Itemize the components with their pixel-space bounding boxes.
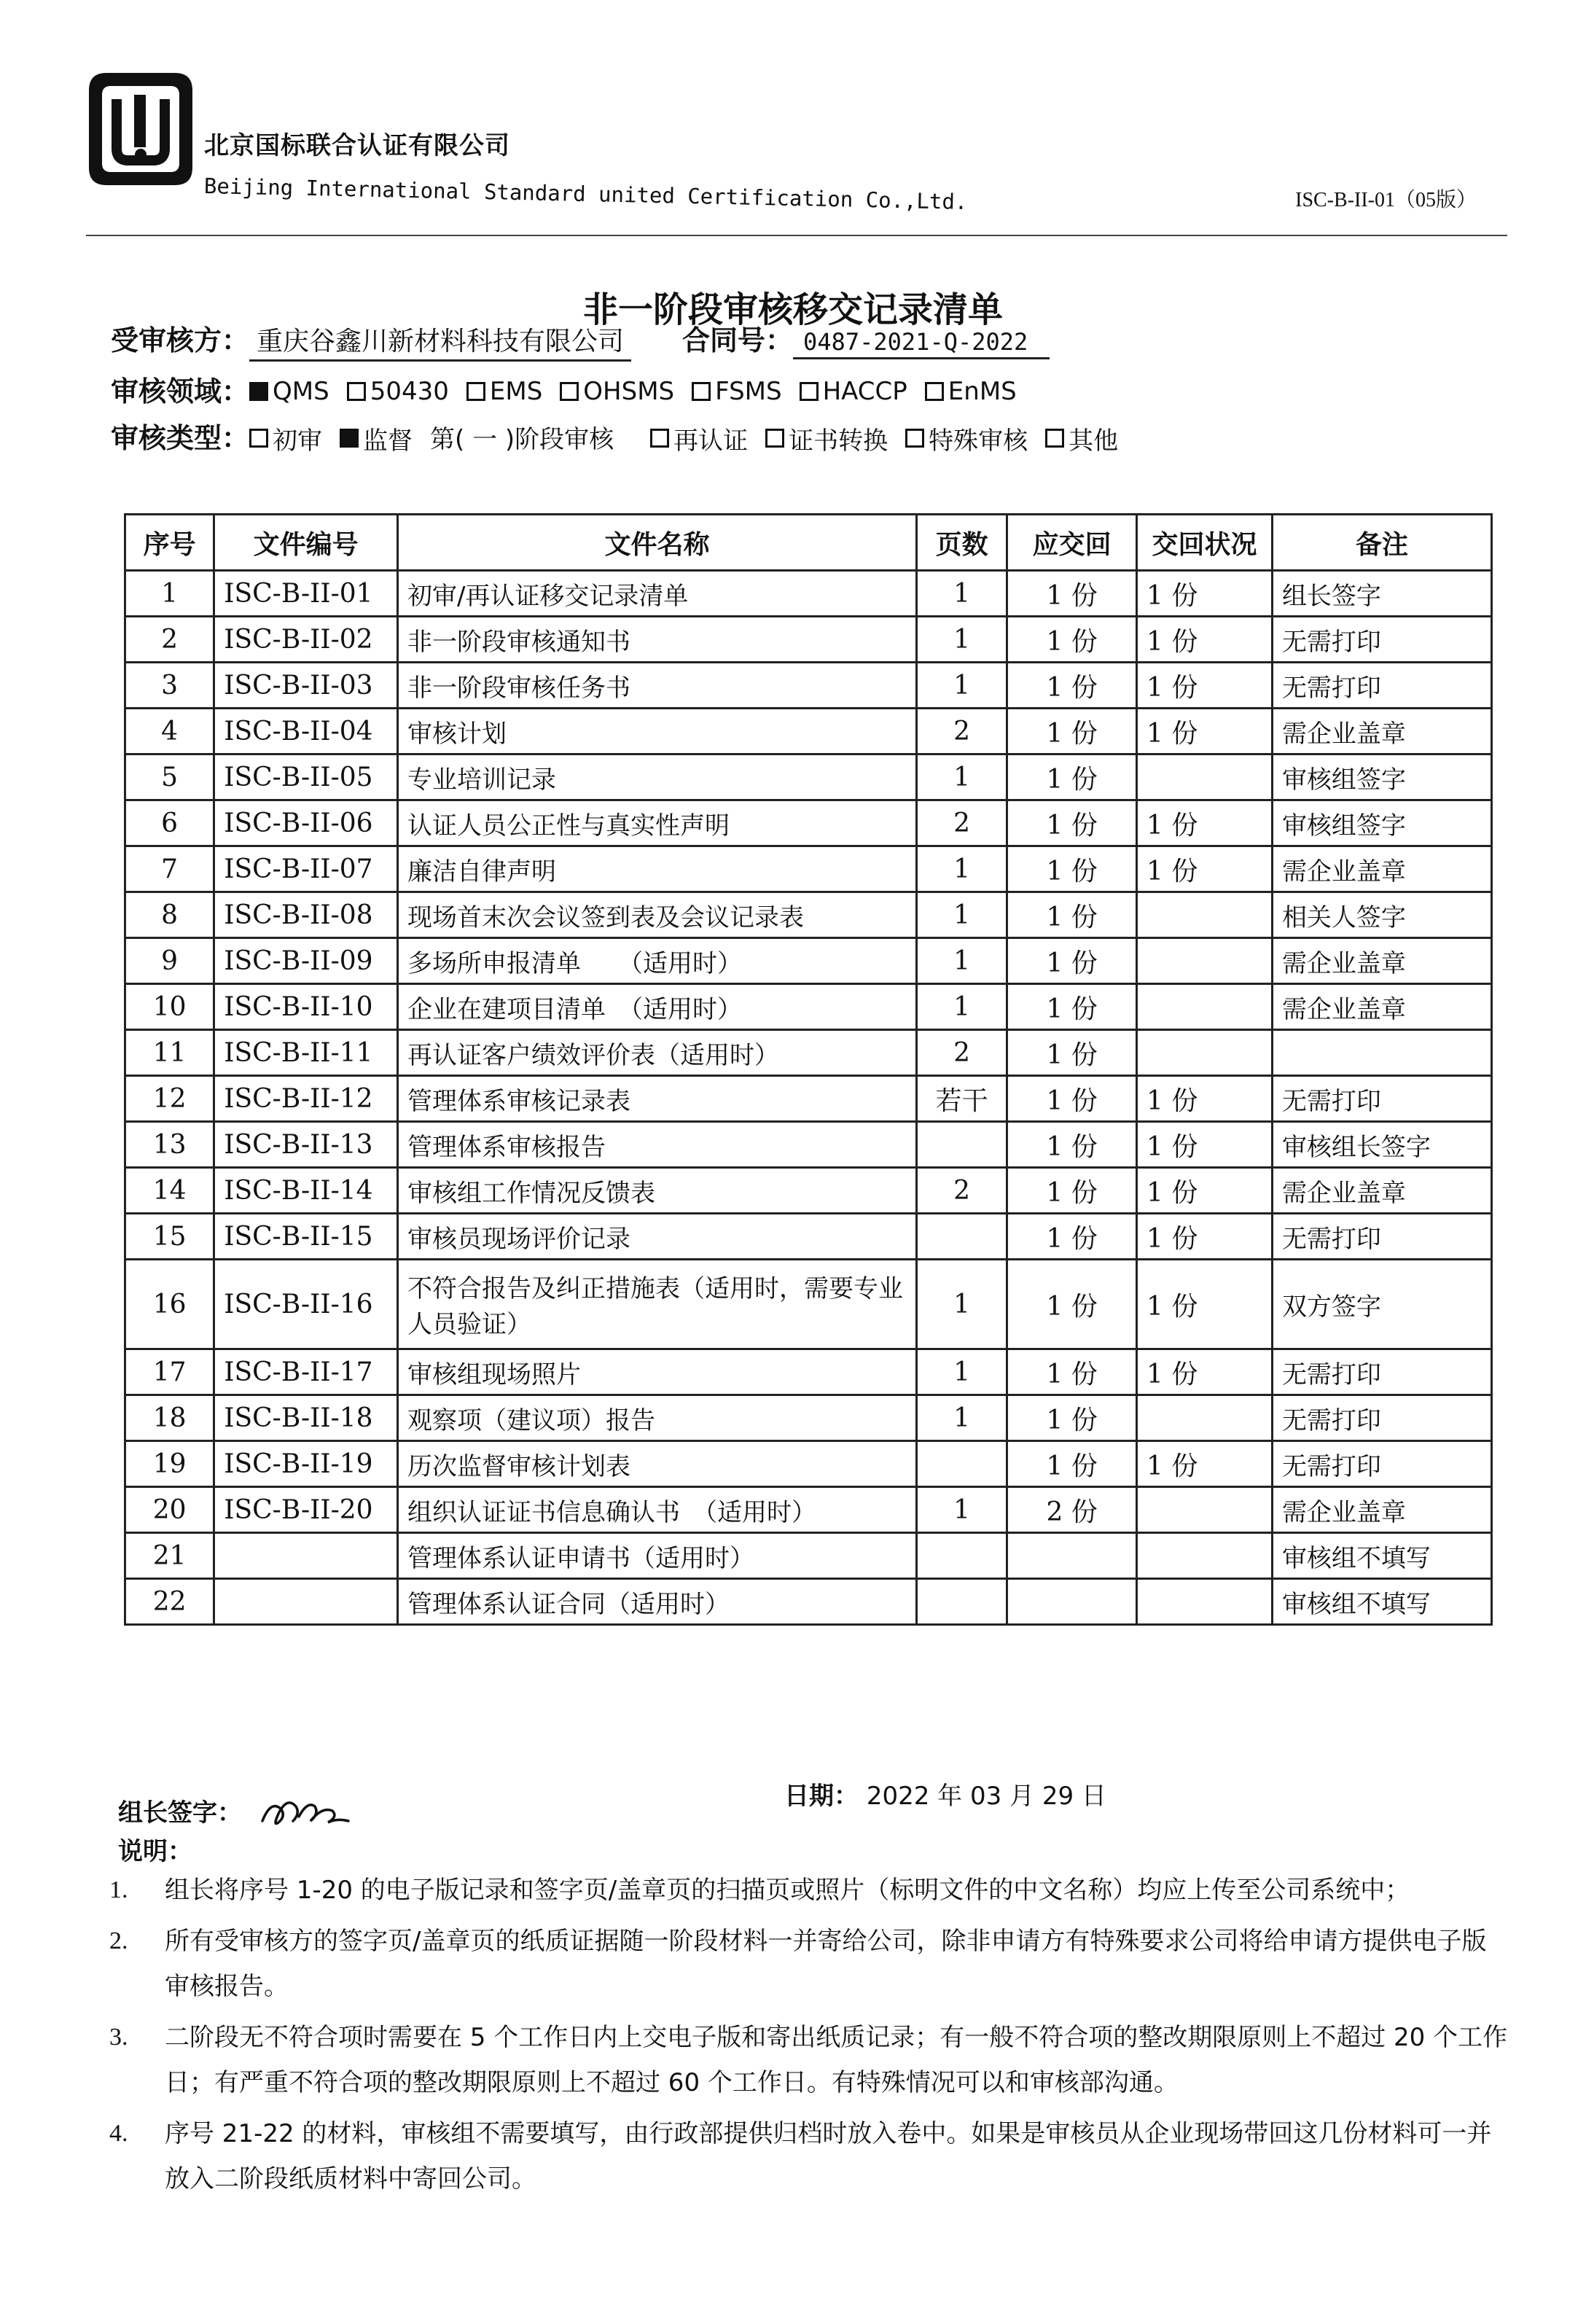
leader-signature-row: [118, 1785, 359, 1836]
file-code-cell: [214, 1579, 398, 1625]
audit-field-option: 50430: [347, 377, 449, 406]
file-code-cell: ISC-B-II-10: [214, 984, 398, 1030]
row-number-cell: 8: [125, 892, 214, 938]
row-number-cell: 22: [125, 1579, 214, 1625]
remark-cell: 审核组长签字: [1272, 1122, 1491, 1168]
document-title: 非一阶段审核移交记录清单: [582, 289, 1003, 330]
return-status-cell: 1 份: [1136, 663, 1272, 709]
column-header: 备注: [1272, 515, 1491, 571]
table-row: [125, 1030, 1492, 1076]
row-number-cell: 1: [125, 571, 214, 617]
row-number-cell: 7: [125, 846, 214, 892]
copies-due-cell: 1 份: [1007, 571, 1137, 617]
table-row: [125, 663, 1492, 709]
file-code-cell: ISC-B-II-06: [214, 800, 398, 846]
table-row: [125, 1076, 1492, 1122]
handover-records-table: [124, 513, 1493, 1626]
row-number-cell: 3: [125, 663, 214, 709]
remark-cell: 审核组签字: [1272, 754, 1491, 800]
file-name-cell: 专业培训记录: [397, 754, 916, 800]
file-code-cell: ISC-B-II-14: [214, 1168, 398, 1214]
page-count-cell: [916, 1579, 1007, 1625]
table-row: [125, 1260, 1492, 1349]
return-status-cell: [1136, 1533, 1272, 1579]
file-code-cell: ISC-B-II-20: [214, 1487, 398, 1533]
checkbox-icon: [905, 429, 924, 448]
file-name-cell: 审核组现场照片: [397, 1349, 916, 1395]
file-code-cell: ISC-B-II-17: [214, 1349, 398, 1395]
page-count-cell: 1: [916, 663, 1007, 709]
file-code-cell: ISC-B-II-18: [214, 1395, 398, 1441]
audit-field-option: QMS: [249, 377, 329, 406]
file-name-cell: 审核计划: [397, 709, 916, 754]
file-name-cell: 现场首末次会议签到表及会议记录表: [397, 892, 916, 938]
return-status-cell: 1 份: [1136, 800, 1272, 846]
column-header: 应交回: [1007, 515, 1137, 571]
isc-logo-icon: [86, 70, 195, 188]
table-row: [125, 1579, 1492, 1625]
return-status-cell: 1 份: [1136, 1122, 1272, 1168]
table-row: [125, 1441, 1492, 1487]
notes-list: [109, 1868, 1509, 2207]
remark-cell: 需企业盖章: [1272, 1487, 1491, 1533]
copies-due-cell: 1 份: [1007, 1441, 1137, 1487]
file-name-cell: 初审/再认证移交记录清单: [397, 571, 916, 617]
audit-type-surveillance: 监督: [340, 421, 413, 456]
table-body: [125, 571, 1492, 1625]
return-status-cell: [1136, 754, 1272, 800]
checkbox-icon: [765, 429, 784, 448]
row-number-cell: 14: [125, 1168, 214, 1214]
checkbox-icon: [800, 382, 819, 401]
contract-label: 合同号：: [682, 324, 794, 356]
copies-due-cell: 1 份: [1007, 1076, 1137, 1122]
remark-cell: 组长签字: [1272, 571, 1491, 617]
row-number-cell: 20: [125, 1487, 214, 1533]
copies-due-cell: 1 份: [1007, 663, 1137, 709]
copies-due-cell: 1 份: [1007, 984, 1137, 1030]
file-code-cell: ISC-B-II-04: [214, 709, 398, 754]
remark-cell: 无需打印: [1272, 1349, 1491, 1395]
audit-type-line: [111, 416, 1136, 456]
copies-due-cell: 1 份: [1007, 754, 1137, 800]
remark-cell: 需企业盖章: [1272, 1168, 1491, 1214]
return-status-cell: [1136, 984, 1272, 1030]
page-count-cell: [916, 1214, 1007, 1260]
row-number-cell: 17: [125, 1349, 214, 1395]
page-count-cell: 2: [916, 1030, 1007, 1076]
notes-title: 说明：: [118, 1837, 192, 1866]
remark-cell: 相关人签字: [1272, 892, 1491, 938]
audit-type-recert: 再认证: [650, 421, 748, 456]
return-status-cell: 1 份: [1136, 1214, 1272, 1260]
checkbox-icon: [650, 429, 669, 448]
return-status-cell: 1 份: [1136, 617, 1272, 663]
auditee-label: 受审核方：: [111, 324, 250, 356]
handwritten-signature-icon: [257, 1785, 359, 1836]
copies-due-cell: 1 份: [1007, 1214, 1137, 1260]
audit-field-option: EMS: [466, 377, 542, 406]
remark-cell: 无需打印: [1272, 1076, 1491, 1122]
checkbox-icon: [925, 382, 944, 401]
checkbox-icon: [347, 382, 366, 401]
return-status-cell: [1136, 1030, 1272, 1076]
note-item: 1. 组长将序号 1-20 的电子版记录和签字页/盖章页的扫描页或照片（标明文件的中文名称）均应上传至公司系统中；: [109, 1876, 1410, 1905]
row-number-cell: 4: [125, 709, 214, 754]
file-name-cell: 非一阶段审核任务书: [397, 663, 916, 709]
remark-cell: 需企业盖章: [1272, 938, 1491, 984]
row-number-cell: 18: [125, 1395, 214, 1441]
file-code-cell: ISC-B-II-01: [214, 571, 398, 617]
return-status-cell: 1 份: [1136, 846, 1272, 892]
page-count-cell: 1: [916, 1260, 1007, 1349]
table-row: [125, 1122, 1492, 1168]
row-number-cell: 6: [125, 800, 214, 846]
return-status-cell: [1136, 1579, 1272, 1625]
copies-due-cell: 1 份: [1007, 1260, 1137, 1349]
return-status-cell: 1 份: [1136, 1076, 1272, 1122]
auditee-value: 重庆谷鑫川新材料科技有限公司: [249, 321, 631, 362]
audit-field-line: [111, 369, 1034, 409]
copies-due-cell: 2 份: [1007, 1487, 1137, 1533]
file-name-cell: 企业在建项目清单 （适用时）: [397, 984, 916, 1030]
copies-due-cell: 1 份: [1007, 617, 1137, 663]
leader-sign-label: 组长签字：: [118, 1798, 242, 1828]
file-name-cell: 廉洁自律声明: [397, 846, 916, 892]
checkbox-icon: [560, 382, 579, 401]
page-count-cell: 1: [916, 1395, 1007, 1441]
table-row: [125, 617, 1492, 663]
return-status-cell: [1136, 1395, 1272, 1441]
column-header: 文件名称: [397, 515, 916, 571]
table-row: [125, 1533, 1492, 1579]
file-name-cell: 不符合报告及纠正措施表（适用时，需要专业人员验证）: [397, 1260, 916, 1349]
page-count-cell: 2: [916, 709, 1007, 754]
remark-cell: 审核组签字: [1272, 800, 1491, 846]
table-row: [125, 846, 1492, 892]
file-code-cell: ISC-B-II-09: [214, 938, 398, 984]
page-count-cell: 1: [916, 1487, 1007, 1533]
remark-cell: 需企业盖章: [1272, 846, 1491, 892]
table-row: [125, 1487, 1492, 1533]
company-name-cn: 北京国标联合认证有限公司: [204, 131, 510, 160]
file-name-cell: 审核员现场评价记录: [397, 1214, 916, 1260]
file-code-cell: ISC-B-II-05: [214, 754, 398, 800]
copies-due-cell: [1007, 1533, 1137, 1579]
page-count-cell: 若干: [916, 1076, 1007, 1122]
file-code-cell: ISC-B-II-13: [214, 1122, 398, 1168]
column-header: 页数: [916, 515, 1007, 571]
table-row: [125, 571, 1492, 617]
file-code-cell: ISC-B-II-03: [214, 663, 398, 709]
audit-type-other: 其他: [1045, 421, 1118, 456]
file-code-cell: ISC-B-II-08: [214, 892, 398, 938]
copies-due-cell: 1 份: [1007, 1349, 1137, 1395]
file-code-cell: ISC-B-II-19: [214, 1441, 398, 1487]
audit-field-label: 审核领域：: [111, 375, 250, 408]
table-row: [125, 984, 1492, 1030]
remark-cell: 无需打印: [1272, 1441, 1491, 1487]
remark-cell: 双方签字: [1272, 1260, 1491, 1349]
page-count-cell: 1: [916, 571, 1007, 617]
note-item: 2. 所有受审核方的签字页/盖章页的纸质证据随一阶段材料一并寄给公司，除非申请方有特殊要求公司将给申请方提供电子版审核报告。: [109, 1927, 1487, 2001]
table-row: [125, 800, 1492, 846]
audit-type-label: 审核类型：: [111, 422, 250, 454]
remark-cell: 无需打印: [1272, 1395, 1491, 1441]
copies-due-cell: 1 份: [1007, 892, 1137, 938]
remark-cell: 无需打印: [1272, 617, 1491, 663]
file-code-cell: ISC-B-II-12: [214, 1076, 398, 1122]
page-count-cell: 1: [916, 892, 1007, 938]
note-item: 3. 二阶段无不符合项时需要在 5 个工作日内上交电子版和寄出纸质记录；有一般不符合项的整改期限原则上不超过 20 个工作日；有严重不符合项的整改期限原则上不超过 60 个工作日。有特殊情况可以和审核部沟通。: [109, 2023, 1508, 2097]
row-number-cell: 13: [125, 1122, 214, 1168]
column-header: 序号: [125, 515, 214, 571]
return-status-cell: [1136, 892, 1272, 938]
checkbox-icon: [249, 429, 268, 448]
checkbox-checked-icon: [249, 382, 268, 401]
row-number-cell: 21: [125, 1533, 214, 1579]
remark-cell: 需企业盖章: [1272, 709, 1491, 754]
audit-type-initial: 初审: [249, 421, 322, 456]
page-count-cell: 1: [916, 984, 1007, 1030]
date-row: [784, 1776, 1106, 1812]
table-row: [125, 1214, 1492, 1260]
file-name-cell: 认证人员公正性与真实性声明: [397, 800, 916, 846]
copies-due-cell: 1 份: [1007, 1122, 1137, 1168]
copies-due-cell: 1 份: [1007, 1030, 1137, 1076]
page-count-cell: 1: [916, 938, 1007, 984]
audit-type-transfer: 证书转换: [765, 421, 888, 456]
page-count-cell: [916, 1533, 1007, 1579]
copies-due-cell: 1 份: [1007, 800, 1137, 846]
remark-cell: 需企业盖章: [1272, 984, 1491, 1030]
auditee-line: [111, 318, 1050, 362]
return-status-cell: 1 份: [1136, 709, 1272, 754]
return-status-cell: 1 份: [1136, 1168, 1272, 1214]
contract-value: 0487-2021-Q-2022: [793, 328, 1050, 359]
copies-due-cell: 1 份: [1007, 1168, 1137, 1214]
copies-due-cell: 1 份: [1007, 1395, 1137, 1441]
audit-type-special: 特殊审核: [905, 421, 1028, 456]
file-name-cell: 非一阶段审核通知书: [397, 617, 916, 663]
return-status-cell: 1 份: [1136, 1441, 1272, 1487]
checkbox-icon: [692, 382, 711, 401]
remark-cell: 审核组不填写: [1272, 1579, 1491, 1625]
copies-due-cell: 1 份: [1007, 709, 1137, 754]
note-item: 4. 序号 21-22 的材料，审核组不需要填写，由行政部提供归档时放入卷中。如果是审核员从企业现场带回这几份材料可一并放入二阶段纸质材料中寄回公司。: [109, 2119, 1492, 2194]
remark-cell: 审核组不填写: [1272, 1533, 1491, 1579]
table-row: [125, 892, 1492, 938]
date-value: 2022 年 03 月 29 日: [866, 1782, 1106, 1811]
audit-stage: 第( 一 )阶段审核: [430, 425, 614, 454]
table-row: [125, 1395, 1492, 1441]
file-code-cell: ISC-B-II-15: [214, 1214, 398, 1260]
audit-field-option: OHSMS: [560, 377, 674, 406]
return-status-cell: 1 份: [1136, 1260, 1272, 1349]
page-count-cell: 1: [916, 754, 1007, 800]
row-number-cell: 16: [125, 1260, 214, 1349]
remark-cell: 无需打印: [1272, 663, 1491, 709]
file-name-cell: 组织认证证书信息确认书 （适用时）: [397, 1487, 916, 1533]
file-name-cell: 观察项（建议项）报告: [397, 1395, 916, 1441]
column-header: 文件编号: [214, 515, 398, 571]
row-number-cell: 2: [125, 617, 214, 663]
copies-due-cell: 1 份: [1007, 938, 1137, 984]
file-name-cell: 多场所申报清单 （适用时）: [397, 938, 916, 984]
return-status-cell: [1136, 938, 1272, 984]
row-number-cell: 12: [125, 1076, 214, 1122]
file-name-cell: 管理体系认证合同（适用时）: [397, 1579, 916, 1625]
table-row: [125, 938, 1492, 984]
page-count-cell: 1: [916, 617, 1007, 663]
remark-cell: [1272, 1030, 1491, 1076]
file-code-cell: ISC-B-II-02: [214, 617, 398, 663]
page-count-cell: 1: [916, 1349, 1007, 1395]
table-row: [125, 709, 1492, 754]
company-name-en: Beijing International Standard united Certification Co.,Ltd.: [203, 173, 968, 214]
row-number-cell: 15: [125, 1214, 214, 1260]
checkbox-icon: [1045, 429, 1064, 448]
file-name-cell: 再认证客户绩效评价表（适用时）: [397, 1030, 916, 1076]
file-code-cell: ISC-B-II-16: [214, 1260, 398, 1349]
remark-cell: 无需打印: [1272, 1214, 1491, 1260]
table-row: [125, 754, 1492, 800]
table-header-row: [125, 515, 1492, 571]
file-name-cell: 审核组工作情况反馈表: [397, 1168, 916, 1214]
file-code-cell: [214, 1533, 398, 1579]
checkbox-icon: [466, 382, 485, 401]
audit-field-option: HACCP: [800, 377, 907, 406]
row-number-cell: 10: [125, 984, 214, 1030]
table-row: [125, 1168, 1492, 1214]
checkbox-checked-icon: [340, 429, 359, 448]
return-status-cell: [1136, 1487, 1272, 1533]
row-number-cell: 19: [125, 1441, 214, 1487]
row-number-cell: 9: [125, 938, 214, 984]
file-code-cell: ISC-B-II-07: [214, 846, 398, 892]
row-number-cell: 11: [125, 1030, 214, 1076]
page-count-cell: [916, 1122, 1007, 1168]
copies-due-cell: [1007, 1579, 1137, 1625]
column-header: 交回状况: [1136, 515, 1272, 571]
copies-due-cell: 1 份: [1007, 846, 1137, 892]
audit-field-option: EnMS: [925, 377, 1017, 406]
return-status-cell: 1 份: [1136, 1349, 1272, 1395]
table-row: [125, 1349, 1492, 1395]
page-count-cell: 2: [916, 1168, 1007, 1214]
audit-field-option: FSMS: [692, 377, 781, 406]
return-status-cell: 1 份: [1136, 571, 1272, 617]
row-number-cell: 5: [125, 754, 214, 800]
page-count-cell: 1: [916, 846, 1007, 892]
file-name-cell: 历次监督审核计划表: [397, 1441, 916, 1487]
header-divider: [86, 235, 1507, 236]
file-name-cell: 管理体系审核记录表: [397, 1076, 916, 1122]
page-count-cell: [916, 1441, 1007, 1487]
page-count-cell: 2: [916, 800, 1007, 846]
document-code: ISC-B-II-01（05版）: [1295, 189, 1477, 211]
date-label: 日期：: [784, 1782, 859, 1811]
file-code-cell: ISC-B-II-11: [214, 1030, 398, 1076]
file-name-cell: 管理体系认证申请书（适用时）: [397, 1533, 916, 1579]
file-name-cell: 管理体系审核报告: [397, 1122, 916, 1168]
